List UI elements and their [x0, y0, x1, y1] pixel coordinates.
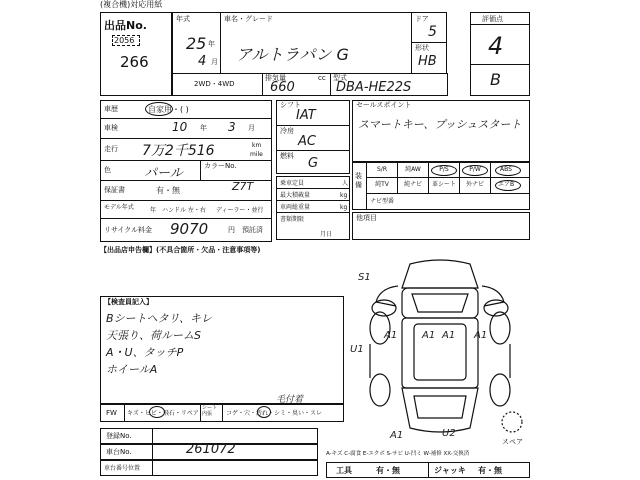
equipment-2: P/S	[439, 166, 449, 173]
other-check-box	[352, 212, 530, 240]
mark-a1-left: A1	[384, 330, 398, 341]
lot-label: 出品No.	[104, 19, 147, 32]
fuel-value: G	[308, 156, 319, 171]
reg-circle	[145, 102, 173, 116]
inspection-year: 10	[172, 120, 188, 134]
inspector-note-1: Bシートヘタリ、キレ	[106, 312, 212, 325]
notice-label: 【出品店申告欄】(不具合箇所・欠品・注意事項等)	[100, 246, 261, 254]
year-label: 年式	[176, 15, 190, 23]
month-value: 4	[198, 54, 207, 69]
car-diagram	[350, 258, 530, 448]
score-value: 4	[488, 32, 504, 60]
inspector-note-2: 天張り、荷ルームS	[106, 329, 201, 342]
airbag-circle	[495, 180, 521, 191]
pw-circle	[462, 165, 488, 176]
doors-value: 5	[428, 24, 437, 40]
year-value: 25	[186, 34, 207, 53]
lot-stamp-value: 2056	[114, 36, 135, 45]
spare-label: スペア	[502, 438, 523, 446]
inspection-month: 3	[228, 120, 236, 134]
mark-a1-center-right: A1	[442, 330, 456, 341]
inspector-note-3: A・U、タッチP	[106, 346, 184, 359]
equipment-b-3: 外ナビ	[465, 181, 484, 188]
mark-s1: S1	[358, 272, 371, 283]
recycle-value: 9070	[170, 220, 209, 238]
model-value: アルトラパン G	[236, 45, 349, 64]
mark-a1-rear: A1	[390, 430, 404, 441]
ps-circle	[431, 165, 457, 176]
equipment-b-4: エアB	[497, 181, 515, 188]
sales-point-value: スマートキー、プッシュスタート	[358, 118, 522, 131]
mileage-value: 7万2千516	[142, 143, 215, 159]
ac-value: AC	[298, 134, 316, 149]
equipment-1: 純AW	[405, 166, 421, 173]
equipment-b-0: 純TV	[375, 181, 389, 188]
color-value: パール	[144, 166, 183, 181]
equipment-3: P/W	[469, 166, 481, 173]
chassis-value: 261072	[186, 442, 236, 457]
abs-circle	[495, 165, 521, 176]
model-label: 車名・グレード	[224, 15, 273, 23]
equipment-0: S/R	[377, 166, 387, 173]
legend-1: A-キズ C-腐食 E-エクボ S-サビ U-凹ミ W-補修 XX-交換済	[326, 451, 470, 457]
mark-a1-center-left: A1	[422, 330, 436, 341]
form-title: (複合機)対応用紙	[100, 0, 163, 9]
displacement-value: 660	[270, 80, 295, 95]
equipment-b-1: 純ナビ	[403, 181, 422, 188]
equipment-b-2: 革シート	[431, 181, 456, 188]
model-code-value: DBA-HE22S	[336, 80, 412, 95]
lot-number: 266	[120, 53, 149, 71]
mark-u1: U1	[350, 344, 364, 355]
shift-value: IAT	[296, 108, 316, 123]
color-code-value: Z7T	[232, 180, 254, 193]
interior-score-value: B	[490, 70, 501, 89]
mark-u2: U2	[442, 428, 456, 439]
mark-a1-right: A1	[474, 330, 488, 341]
body-shape-value: HB	[418, 54, 437, 69]
inspector-note-4: ホイールA	[106, 363, 158, 376]
equipment-4: ABS	[500, 166, 512, 173]
interior-mark: 毛付着	[276, 395, 304, 405]
